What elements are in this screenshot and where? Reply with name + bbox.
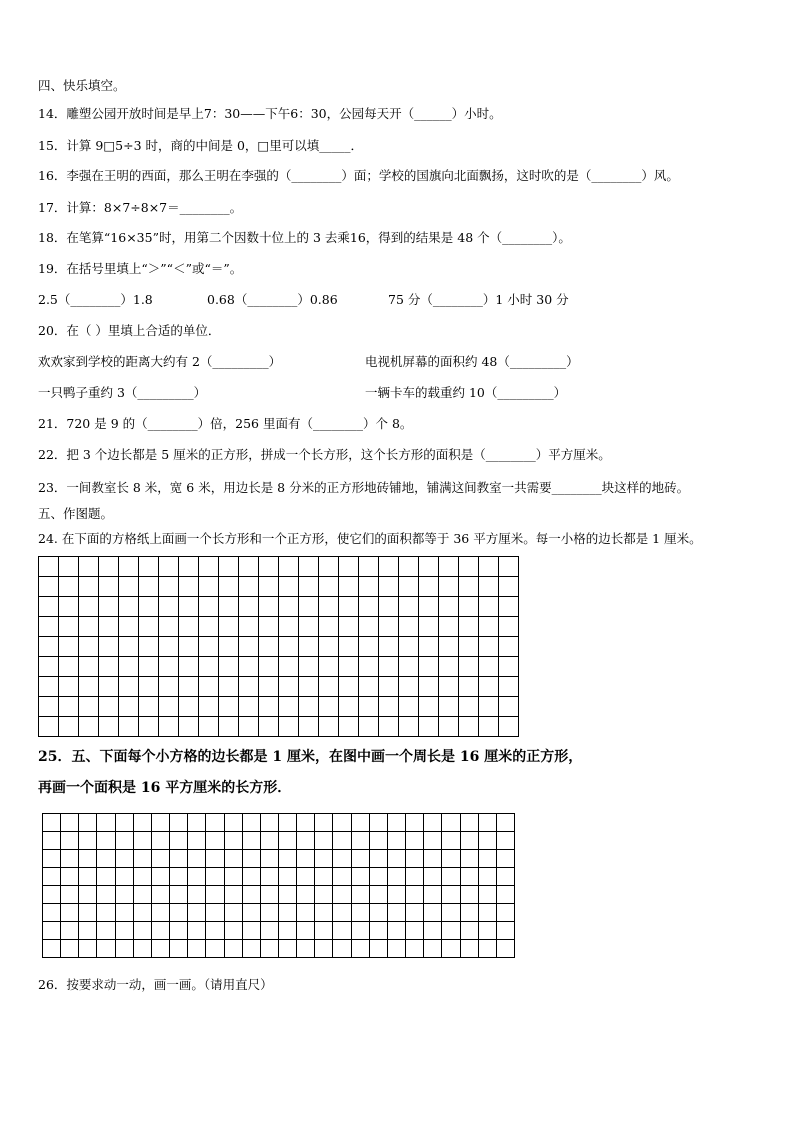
grid-paper-25[interactable] [42, 813, 515, 958]
question-20-prompt: 20．在（ ）里填上合适的单位． [38, 323, 221, 338]
question-20-item: 欢欢家到学校的距离大约有 2（_________） [38, 354, 282, 369]
question-19-item: 75 分（________）1 小时 30 分 [388, 292, 569, 307]
question-19-prompt: 19．在括号里填上“＞”“＜”或“＝”。 [38, 261, 243, 276]
question-26: 26．按要求动一动，画一画。（请用直尺） [38, 977, 273, 992]
question-24: 24. 在下面的方格纸上面画一个长方形和一个正方形，使它们的面积都等于 36 平方厘米。每一小格的边长都是 1 厘米。 [38, 531, 702, 546]
question-22: 22．把 3 个边长都是 5 厘米的正方形，拼成一个长方形，这个长方形的面积是（________）平方厘米。 [38, 447, 611, 462]
question-14: 14．雕塑公园开放时间是早上7：30——下午6：30，公园每天开（______）小时。 [38, 106, 502, 121]
question-19-item: 0.68（________）0.86 [207, 292, 338, 307]
question-20-item: 一辆卡车的载重约 10（_________） [365, 385, 567, 400]
question-15: 15．计算 9□5÷3 时，商的中间是 0，□里可以填_____． [38, 138, 363, 153]
question-20-item: 一只鸭子重约 3（_________） [38, 385, 207, 400]
question-17: 17．计算：8×7÷8×7＝________。 [38, 200, 243, 215]
question-20-item: 电视机屏幕的面积约 48（_________） [365, 354, 579, 369]
grid-paper-24[interactable] [38, 556, 519, 737]
section-5-title: 五、作图题。 [38, 506, 114, 521]
question-25-line1: 25．五、下面每个小方格的边长都是 1 厘米，在图中画一个周长是 16 厘米的正方形， [38, 749, 583, 765]
question-25-line2: 再画一个面积是 16 平方厘米的长方形． [38, 780, 292, 796]
question-23: 23．一间教室长 8 米，宽 6 米，用边长是 8 分米的正方形地砖铺地，铺满这间教室一共需要________块这样的地砖。 [38, 480, 690, 495]
question-16: 16．李强在王明的西面，那么王明在李强的（________）面；学校的国旗向北面飘扬，这时吹的是（________）风。 [38, 168, 679, 183]
section-4-title: 四、快乐填空。 [38, 78, 126, 93]
question-19-item: 2.5（________）1.8 [38, 292, 153, 307]
question-21: 21．720 是 9 的（________）倍，256 里面有（________）个 8。 [38, 416, 413, 431]
question-18: 18．在笔算“16×35”时，用第二个因数十位上的 3 去乘16，得到的结果是 48 个（________）。 [38, 230, 571, 245]
